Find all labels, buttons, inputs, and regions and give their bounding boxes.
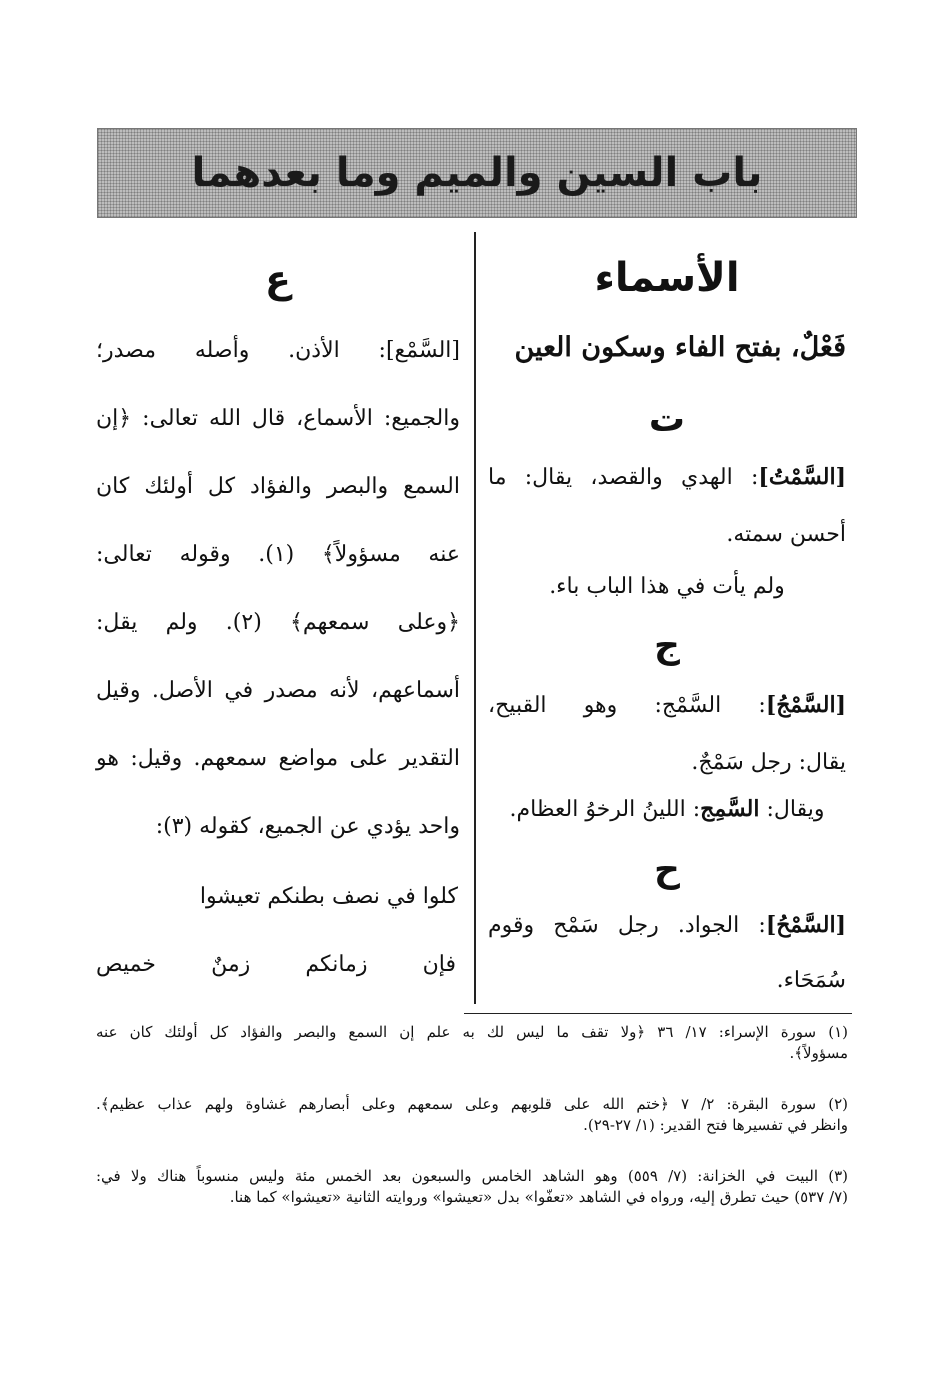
entry-sam-line: [السَّمْع]: الأذن. وأصله مصدر؛ xyxy=(96,338,460,363)
entry-sam-line: التقدير على مواضع سمعهم. وقيل: هو xyxy=(96,746,460,771)
letter-heading-t: ت xyxy=(648,399,686,440)
entry-sam-line: واحد يؤدي عن الجميع، كقوله (٣): xyxy=(155,814,460,839)
entry-sam-line: أسماعهم، لأنه مصدر في الأصل. وقيل xyxy=(96,678,460,703)
chapter-title: باب السين والميم وما بعدهما xyxy=(191,150,763,196)
entry-samh-line1: [السَّمْحُ]: الجواد. رجل سَمْح وقوم xyxy=(488,912,846,938)
pattern-title: فَعْلٌ، بفتح الفاء وسكون العين xyxy=(514,332,846,363)
entry-sam-line: السمع والبصر والفؤاد كل أولئك كان xyxy=(96,474,460,499)
footnote-2: (٢) سورة البقرة: ٢/ ٧ ﴿ختم الله على قلوبهم وعلى سمعهم وعلى أبصارهم غشاوة ولهم عذاب عظيم﴾. وانظر في تفسيرها فتح القدير: (١/ ٢٧-٢٩). xyxy=(96,1095,848,1134)
chapter-banner xyxy=(97,128,857,218)
entry-sam-line: والجميع: الأسماع، قال الله تعالى: ﴿إن xyxy=(96,406,460,431)
entry-headword: [السَّمْحُ] xyxy=(765,912,846,938)
entry-samt-line1: [السَّمْتُ]: الهدي والقصد، يقال: ما xyxy=(488,464,846,490)
column-divider xyxy=(474,232,476,1004)
footnote-separator xyxy=(464,1013,852,1014)
entry-samt-line2: أحسن سمته. xyxy=(726,522,846,547)
entry-headword: [السَّمْجُ] xyxy=(765,692,846,718)
verse-line-1: كلوا في نصف بطنكم تعيشوا xyxy=(199,884,458,909)
footnote-3: (٣) البيت في الخزانة: (٧/ ٥٥٩) وهو الشاهد الخامس والسبعون بعد الخمس مئة وليس منسوباً هناك ولا في: (٧/ ٥٣٧) حيث تطرق إليه، ورواه في الشاهد «تعفّوا» بدل «تعيشوا» وروايته الثانية «تعيشوا» كما هنا. xyxy=(96,1167,848,1206)
entry-samj-line2: يقال: رجل سَمْجٌ. xyxy=(691,750,846,775)
letter-heading-ain: ع xyxy=(265,257,291,301)
entry-samj-line1: [السَّمْجُ]: السَّمْج: وهو القبيح، xyxy=(488,692,846,718)
verse-line-2: فإن زمانكم زمنٌ خميص xyxy=(96,952,456,977)
entry-sam-line: عنه مسؤولاً﴾ (١). وقوله تعالى: xyxy=(96,542,460,567)
section-title: الأسماء xyxy=(594,255,740,301)
entry-samh-line2: سُمَحَاء. xyxy=(776,968,846,993)
letter-heading-h: ح xyxy=(654,849,680,890)
entry-headword: [السَّمْتُ] xyxy=(758,464,846,490)
entry-sam-line: ﴿وعلى سمعهم﴾ (٢). ولم يقل: xyxy=(96,610,460,635)
note-no-ba: ولم يأت في هذا الباب باء. xyxy=(549,574,785,599)
letter-heading-j: ج xyxy=(654,625,680,666)
entry-samj-line3: ويقال: السَّمِج: اللينُ الرخوُ العظام. xyxy=(509,796,825,822)
footnote-1: (١) سورة الإسراء: ١٧/ ٣٦ ﴿ولا تقف ما ليس لك به علم إن السمع والبصر والفؤاد كل أولئك كان عنه مسؤولاً﴾. xyxy=(96,1023,848,1062)
